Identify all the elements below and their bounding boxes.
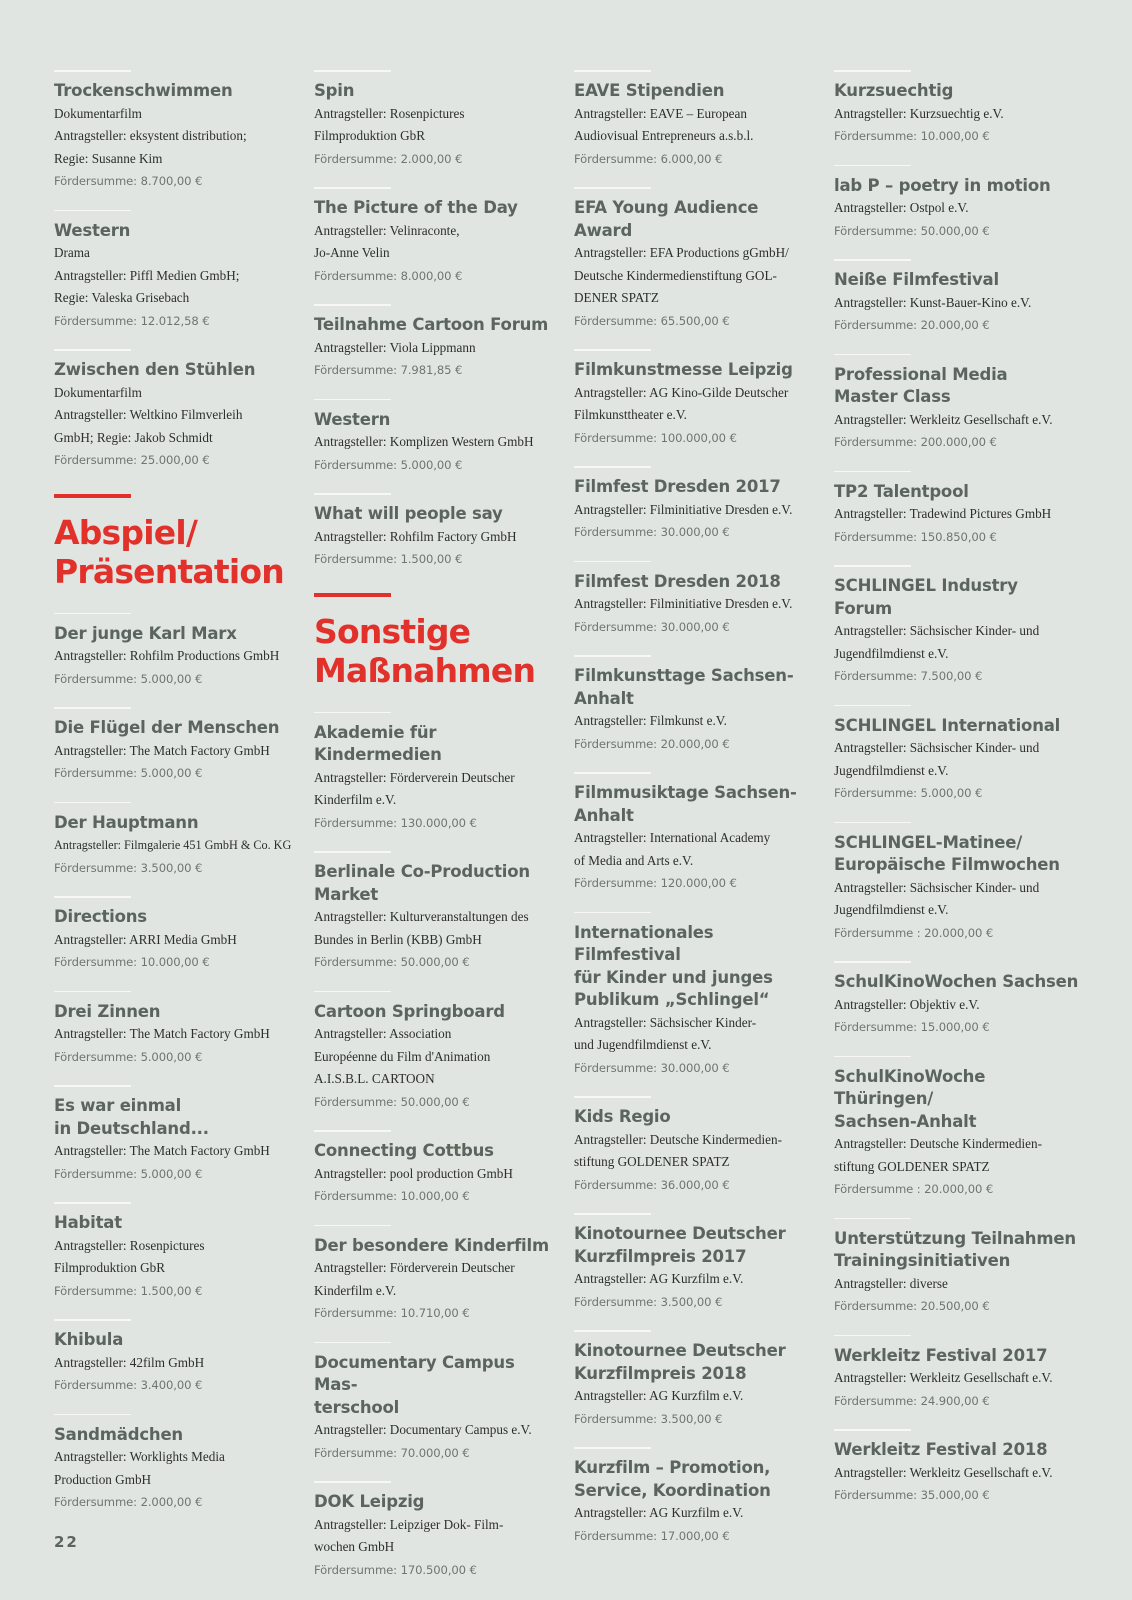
- entry-detail: Antragsteller: pool production GmbH: [314, 1165, 513, 1181]
- funding-entry: [54, 707, 299, 785]
- entry-funding-amount: Fördersumme: 36.000,00 €: [574, 1177, 730, 1192]
- entry-funding-amount: Fördersumme: 30.000,00 €: [574, 1060, 730, 1075]
- entry-funding-amount: Fördersumme: 65.500,00 €: [574, 313, 730, 328]
- entry-detail: Antragsteller: Rosenpictures: [54, 1237, 205, 1253]
- entry-funding-amount: Fördersumme: 5.000,00 €: [834, 786, 983, 800]
- entry-funding-amount: Fördersumme: 25.000,00 €: [54, 453, 210, 467]
- entry-funding-amount: Fördersumme: 30.000,00 €: [574, 619, 730, 634]
- funding-entry: [574, 561, 819, 639]
- entry-funding-amount: Fördersumme: 70.000,00 €: [314, 1445, 470, 1460]
- entry-title: terschool: [314, 1397, 400, 1417]
- entry-title: Neiße Filmfestival: [834, 270, 999, 289]
- funding-entry: [54, 991, 299, 1069]
- entry-detail: Antragsteller: diverse: [834, 1275, 948, 1291]
- entry-detail: Antragsteller: Förderverein Deutscher: [314, 769, 515, 785]
- entry-title: TP2 Talentpool: [834, 481, 969, 501]
- entry-detail: Antragsteller: AG Kurzfilm e.V.: [574, 1505, 744, 1520]
- entry-detail: Antragsteller: Weltkino Filmverleih: [54, 407, 243, 422]
- funding-entry: [834, 259, 1079, 337]
- entry-detail: Jugendfilmdienst e.V.: [834, 645, 949, 661]
- entry-detail: und Jugendfilmdienst e.V.: [574, 1037, 712, 1052]
- funding-entry: [314, 1130, 559, 1208]
- entry-title: Market: [314, 884, 379, 904]
- entry-title: für Kinder und junges: [574, 967, 773, 987]
- entry-detail: Antragsteller: The Match Factory GmbH: [54, 1026, 270, 1041]
- entry-funding-amount: Fördersumme: 15.000,00 €: [834, 1020, 990, 1034]
- entry-title: Unterstützung Teilnahmen: [834, 1228, 1076, 1248]
- entry-title: SCHLINGEL International: [834, 715, 1061, 735]
- entry-funding-amount: Fördersumme: 170.500,00 €: [314, 1562, 477, 1577]
- funding-entry: [574, 187, 819, 332]
- entry-title: Kurzfilmpreis 2018: [574, 1363, 747, 1383]
- funding-entry: [314, 304, 559, 382]
- entry-funding-amount: Fördersumme: 50.000,00 €: [834, 223, 990, 238]
- entry-funding-amount: Fördersumme: 3.500,00 €: [54, 860, 203, 875]
- entry-funding-amount: Fördersumme: 200.000,00 €: [834, 435, 997, 449]
- entry-detail: wochen GmbH: [314, 1539, 395, 1554]
- entry-funding-amount: Fördersumme: 12.012,58 €: [54, 313, 210, 328]
- entry-title: What will people say: [314, 504, 503, 523]
- entry-detail: Antragsteller: Tradewind Pictures GmbH: [834, 506, 1052, 521]
- funding-entry: [574, 1447, 819, 1547]
- entry-funding-amount: Fördersumme: 50.000,00 €: [314, 955, 470, 969]
- entry-detail: Antragsteller: Objektiv e.V.: [834, 996, 980, 1012]
- entry-title: Connecting Cottbus: [314, 1141, 494, 1160]
- funding-entry: [54, 1202, 299, 1302]
- entry-funding-amount: Fördersumme: 5.000,00 €: [54, 671, 203, 686]
- entry-detail: Jo-Anne Velin: [314, 245, 390, 260]
- entry-funding-amount: Fördersumme: 130.000,00 €: [314, 815, 477, 830]
- entry-title: Kurzsuechtig: [834, 81, 954, 100]
- entry-funding-amount: Fördersumme: 8.000,00 €: [314, 268, 463, 283]
- funding-entry: [574, 912, 819, 1080]
- entry-detail: Antragsteller: Kurzsuechtig e.V.: [834, 105, 1004, 121]
- entry-detail: Antragsteller: Sächsischer Kinder- und: [834, 740, 1040, 755]
- funding-entry: [574, 1213, 819, 1313]
- column-1: [54, 70, 299, 1531]
- entry-title: Werkleitz Festival 2017: [834, 1345, 1048, 1365]
- funding-entry: [834, 822, 1079, 945]
- entry-detail: Antragsteller: eksystent distribution;: [54, 128, 247, 143]
- page-number: 22: [54, 1533, 79, 1551]
- entry-title: Documentary Campus Mas-: [314, 1352, 515, 1394]
- funding-entry: [314, 187, 559, 287]
- entry-detail: Antragsteller: Sächsischer Kinder- und: [834, 623, 1040, 638]
- entry-title: Master Class: [834, 387, 951, 406]
- entry-title: Werkleitz Festival 2018: [834, 1440, 1048, 1459]
- entry-detail: Antragsteller: Sächsischer Kinder- und: [834, 879, 1040, 895]
- column-3: [574, 70, 819, 1564]
- funding-entry: [54, 1414, 299, 1514]
- entry-detail: Bundes in Berlin (KBB) GmbH: [314, 931, 482, 947]
- funding-entry: [834, 565, 1079, 688]
- entry-title: Spin: [314, 81, 355, 100]
- section-heading: [54, 494, 299, 591]
- entry-detail: Antragsteller: Association: [314, 1026, 452, 1041]
- section-title-line: Präsentation: [54, 551, 284, 591]
- entry-detail: Antragsteller: International Academy: [574, 830, 771, 845]
- entry-title: Filmkunstmesse Leipzig: [574, 360, 793, 379]
- entry-title: EFA Young Audience Award: [574, 198, 759, 240]
- section-title-line: Sonstige: [314, 611, 471, 651]
- entry-funding-amount: Fördersumme : 20.000,00 €: [834, 925, 994, 940]
- funding-entry: [54, 210, 299, 333]
- entry-funding-amount: Fördersumme: 35.000,00 €: [834, 1488, 990, 1502]
- entry-title: Internationales Filmfestival: [574, 922, 714, 964]
- entry-detail: Antragsteller: Rohfilm Productions GmbH: [54, 648, 280, 663]
- section-title-line: Maßnahmen: [314, 650, 536, 690]
- entry-funding-amount: Fördersumme: 24.900,00 €: [834, 1393, 990, 1408]
- funding-entry: [314, 399, 559, 477]
- entry-detail: Production GmbH: [54, 1471, 152, 1487]
- entry-detail: Antragsteller: Filmkunst e.V.: [574, 713, 727, 728]
- funding-entry: [574, 70, 819, 170]
- entry-detail: Kinderfilm e.V.: [314, 792, 397, 807]
- entry-funding-amount: Fördersumme: 1.500,00 €: [314, 552, 463, 566]
- column-4: [834, 70, 1079, 1524]
- entry-title: Zwischen den Stühlen: [54, 360, 256, 379]
- entry-title: EAVE Stipendien: [574, 81, 725, 100]
- entry-title: SchulKinoWochen Sachsen: [834, 972, 1079, 991]
- entry-title: Khibula: [54, 1330, 124, 1349]
- entry-detail: Antragsteller: Werkleitz Gesellschaft e.V.: [834, 1370, 1053, 1385]
- entry-title: Kinotournee Deutscher: [574, 1341, 786, 1360]
- entry-detail: Antragsteller: The Match Factory GmbH: [54, 1143, 270, 1158]
- section-accent-bar: [54, 494, 131, 498]
- entry-detail: Antragsteller: Rosenpictures: [314, 105, 465, 121]
- funding-entry: [314, 1225, 559, 1325]
- entry-title: Berlinale Co-Production: [314, 862, 530, 881]
- entry-detail: Antragsteller: Documentary Campus e.V.: [314, 1422, 532, 1437]
- funding-entry: [834, 961, 1079, 1039]
- entry-detail: Antragsteller: EFA Productions gGmbH/: [574, 245, 789, 260]
- entry-detail: Regie: Valeska Grisebach: [54, 290, 190, 305]
- entry-funding-amount: Fördersumme: 10.000,00 €: [314, 1189, 470, 1203]
- entry-title: Kurzfilm – Promotion,: [574, 1458, 771, 1477]
- entry-title: Directions: [54, 907, 147, 926]
- entry-detail: Antragsteller: Deutsche Kindermedien-: [574, 1131, 782, 1147]
- section-accent-bar: [314, 593, 391, 597]
- entry-detail: Filmkunsttheater e.V.: [574, 407, 687, 422]
- entry-detail: of Media and Arts e.V.: [574, 852, 694, 868]
- funding-entry: [834, 165, 1079, 243]
- entry-title: Filmmusiktage Sachsen-: [574, 783, 797, 802]
- entry-title: Europäische Filmwochen: [834, 855, 1060, 874]
- entry-funding-amount: Fördersumme: 3.500,00 €: [574, 1294, 723, 1309]
- section-title-line: Abspiel/: [54, 512, 198, 552]
- entry-title: Drei Zinnen: [54, 1001, 161, 1021]
- entry-title: Kids Regio: [574, 1107, 671, 1126]
- entry-detail: Antragsteller: Filminitiative Dresden e.V.: [574, 596, 793, 611]
- entry-title: Der Hauptmann: [54, 812, 199, 832]
- entry-funding-amount: Fördersumme: 3.400,00 €: [54, 1378, 203, 1392]
- entry-funding-amount: Fördersumme: 8.700,00 €: [54, 174, 203, 188]
- funding-entry: [54, 1319, 299, 1397]
- funding-entry: [314, 851, 559, 974]
- entry-detail: Antragsteller: 42film GmbH: [54, 1354, 205, 1370]
- entry-detail: Antragsteller: Kunst-Bauer-Kino e.V.: [834, 294, 1032, 310]
- entry-detail: Antragsteller: Filminitiative Dresden e.V.: [574, 501, 793, 517]
- entry-funding-amount: Fördersumme: 30.000,00 €: [574, 525, 730, 539]
- entry-detail: Antragsteller: Ostpol e.V.: [834, 200, 969, 215]
- entry-detail: Antragsteller: Werkleitz Gesellschaft e.V.: [834, 411, 1053, 427]
- funding-entry: [54, 1085, 299, 1185]
- funding-entry: [834, 354, 1079, 454]
- entry-title: Kurzfilmpreis 2017: [574, 1246, 747, 1266]
- entry-detail: DENER SPATZ: [574, 290, 659, 305]
- entry-detail: stiftung GOLDENER SPATZ: [574, 1154, 730, 1169]
- entry-title: Akademie für Kindermedien: [314, 722, 442, 764]
- entry-title: DOK Leipzig: [314, 1492, 425, 1511]
- funding-entry: [314, 991, 559, 1114]
- entry-title: The Picture of the Day: [314, 198, 518, 217]
- section-heading: [314, 593, 559, 690]
- entry-detail: Antragsteller: Kulturveranstaltungen des: [314, 909, 529, 924]
- entry-title: Western: [54, 220, 131, 240]
- entry-detail: Antragsteller: AG Kino-Gilde Deutscher: [574, 384, 789, 400]
- entry-funding-amount: Fördersumme: 10.000,00 €: [54, 955, 210, 969]
- funding-entry: [314, 493, 559, 571]
- funding-entry: [574, 772, 819, 895]
- entry-detail: Antragsteller: Worklights Media: [54, 1449, 225, 1464]
- funding-entry: [834, 70, 1079, 148]
- entry-detail: Jugendfilmdienst e.V.: [834, 762, 949, 778]
- entry-detail: Filmproduktion GbR: [314, 128, 426, 143]
- entry-funding-amount: Fördersumme: 120.000,00 €: [574, 876, 737, 890]
- entry-funding-amount: Fördersumme: 7.500,00 €: [834, 669, 983, 683]
- funding-entry: [54, 70, 299, 193]
- entry-detail: A.I.S.B.L. CARTOON: [314, 1071, 435, 1086]
- entry-title: Professional Media: [834, 364, 1008, 384]
- entry-detail: Dokumentarfilm: [54, 105, 142, 121]
- entry-funding-amount: Fördersumme : 20.000,00 €: [834, 1182, 994, 1196]
- entry-title: Service, Koordination: [574, 1480, 771, 1500]
- entry-funding-amount: Fördersumme: 5.000,00 €: [54, 1049, 203, 1064]
- funding-entry: [574, 1330, 819, 1430]
- entry-funding-amount: Fördersumme: 20.500,00 €: [834, 1299, 990, 1313]
- funding-entry: [54, 613, 299, 691]
- entry-detail: Dokumentarfilm: [54, 384, 142, 400]
- entry-detail: Antragsteller: The Match Factory GmbH: [54, 742, 270, 758]
- entry-detail: Antragsteller: Rohfilm Factory GmbH: [314, 528, 517, 544]
- entry-title: Der besondere Kinderfilm: [314, 1235, 549, 1255]
- entry-detail: Antragsteller: Werkleitz Gesellschaft e.V.: [834, 1464, 1053, 1480]
- funding-entry: [834, 1429, 1079, 1507]
- funding-entry: [834, 1056, 1079, 1201]
- entry-detail: Antragsteller: ARRI Media GmbH: [54, 931, 237, 947]
- entry-funding-amount: Fördersumme: 10.000,00 €: [834, 129, 990, 143]
- entry-detail: Antragsteller: Deutsche Kindermedien-: [834, 1136, 1042, 1151]
- entry-funding-amount: Fördersumme: 5.000,00 €: [54, 766, 203, 780]
- entry-funding-amount: Fördersumme: 20.000,00 €: [574, 736, 730, 751]
- entry-detail: stiftung GOLDENER SPATZ: [834, 1158, 990, 1174]
- funding-entry: [574, 349, 819, 449]
- funding-entry: [314, 1342, 559, 1465]
- entry-funding-amount: Fördersumme: 5.000,00 €: [54, 1166, 203, 1181]
- funding-entry: [574, 1096, 819, 1196]
- entry-title: SchulKinoWoche Thüringen/: [834, 1066, 986, 1108]
- entry-funding-amount: Fördersumme: 7.981,85 €: [314, 363, 463, 377]
- entry-funding-amount: Fördersumme: 20.000,00 €: [834, 318, 990, 332]
- funding-entry: [834, 1335, 1079, 1413]
- entry-funding-amount: Fördersumme: 150.850,00 €: [834, 529, 997, 544]
- entry-funding-amount: Fördersumme: 3.500,00 €: [574, 1411, 723, 1426]
- entry-detail: Antragsteller: Filmgalerie 451 GmbH & Co. KG: [54, 838, 292, 852]
- entry-title: Anhalt: [574, 805, 634, 825]
- funding-entry: [54, 349, 299, 472]
- funding-entry: [54, 802, 299, 880]
- entry-title: lab P – poetry in motion: [834, 175, 1051, 195]
- entry-detail: Deutsche Kindermedienstiftung GOL-: [574, 267, 777, 283]
- column-2: [314, 70, 559, 1598]
- funding-entry: [834, 1218, 1079, 1318]
- entry-funding-amount: Fördersumme: 17.000,00 €: [574, 1528, 730, 1543]
- entry-title: Es war einmal: [54, 1096, 182, 1115]
- entry-title: Filmkunsttage Sachsen-Anhalt: [574, 666, 794, 708]
- entry-title: SCHLINGEL Industry Forum: [834, 576, 1018, 618]
- entry-detail: Antragsteller: Piffl Medien GmbH;: [54, 267, 240, 283]
- funding-entry: [574, 466, 819, 544]
- entry-detail: Antragsteller: Förderverein Deutscher: [314, 1260, 515, 1275]
- entry-title: in Deutschland...: [54, 1118, 209, 1138]
- entry-title: Filmfest Dresden 2018: [574, 571, 781, 591]
- entry-title: SCHLINGEL-Matinee/: [834, 832, 1023, 852]
- entry-detail: Drama: [54, 245, 90, 260]
- funding-entry: [54, 896, 299, 974]
- entry-detail: Antragsteller: EAVE – European: [574, 105, 747, 121]
- entry-detail: Antragsteller: Komplizen Western GmbH: [314, 434, 534, 449]
- entry-detail: Regie: Susanne Kim: [54, 150, 163, 166]
- entry-title: Trockenschwimmen: [54, 81, 233, 100]
- entry-title: Trainingsinitiativen: [834, 1251, 1011, 1270]
- entry-title: Publikum „Schlingel“: [574, 990, 770, 1009]
- entry-detail: Antragsteller: AG Kurzfilm e.V.: [574, 1271, 744, 1286]
- entry-title: Sandmädchen: [54, 1424, 183, 1444]
- entry-funding-amount: Fördersumme: 6.000,00 €: [574, 151, 723, 166]
- entry-title: Western: [314, 409, 391, 429]
- entry-title: Teilnahme Cartoon Forum: [314, 315, 549, 334]
- entry-detail: Antragsteller: Leipziger Dok- Film-: [314, 1516, 504, 1532]
- entry-title: Cartoon Springboard: [314, 1001, 505, 1021]
- entry-title: Habitat: [54, 1213, 122, 1232]
- entry-detail: Antragsteller: AG Kurzfilm e.V.: [574, 1388, 744, 1403]
- entry-detail: Audiovisual Entrepreneurs a.s.b.l.: [574, 128, 754, 143]
- entry-funding-amount: Fördersumme: 5.000,00 €: [314, 457, 463, 472]
- funding-entry: [314, 712, 559, 835]
- entry-title: Die Flügel der Menschen: [54, 718, 280, 737]
- entry-funding-amount: Fördersumme: 2.000,00 €: [54, 1495, 203, 1509]
- entry-detail: Kinderfilm e.V.: [314, 1282, 397, 1298]
- entry-title: Der junge Karl Marx: [54, 623, 237, 643]
- entry-detail: Jugendfilmdienst e.V.: [834, 902, 949, 917]
- funding-entry: [314, 70, 559, 170]
- entry-funding-amount: Fördersumme: 10.710,00 €: [314, 1306, 470, 1320]
- entry-funding-amount: Fördersumme: 1.500,00 €: [54, 1283, 203, 1298]
- entry-funding-amount: Fördersumme: 2.000,00 €: [314, 151, 463, 166]
- funding-entry: [834, 471, 1079, 549]
- funding-entry: [834, 705, 1079, 805]
- entry-detail: Antragsteller: Velinraconte,: [314, 222, 460, 238]
- entry-title: Sachsen-Anhalt: [834, 1111, 977, 1131]
- entry-funding-amount: Fördersumme: 50.000,00 €: [314, 1094, 470, 1109]
- entry-funding-amount: Fördersumme: 100.000,00 €: [574, 430, 737, 445]
- entry-detail: Filmproduktion GbR: [54, 1260, 166, 1275]
- entry-detail: Antragsteller: Viola Lippmann: [314, 339, 476, 355]
- funding-entry: [314, 1481, 559, 1581]
- funding-entry: [574, 655, 819, 755]
- entry-detail: Antragsteller: Sächsischer Kinder-: [574, 1014, 757, 1030]
- entry-title: Filmfest Dresden 2017: [574, 477, 781, 496]
- entry-title: Kinotournee Deutscher: [574, 1224, 786, 1243]
- entry-detail: GmbH; Regie: Jakob Schmidt: [54, 429, 213, 445]
- entry-detail: Européenne du Film d'Animation: [314, 1048, 491, 1064]
